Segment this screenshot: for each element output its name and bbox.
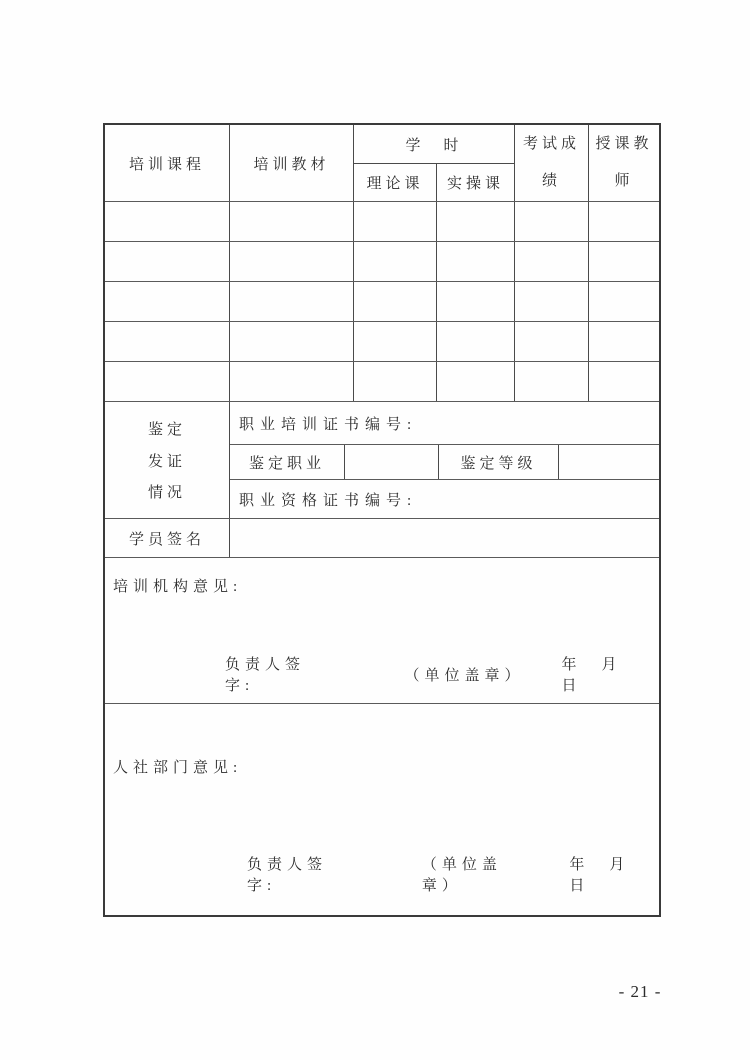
table-row-empty — [105, 322, 659, 362]
header-cell-material: 培训教材 — [230, 125, 354, 201]
header-cell-course: 培训课程 — [105, 125, 230, 201]
hr-opinion-signature-line — [105, 853, 659, 895]
header-cell-practice: 实操课 — [446, 176, 504, 192]
header-cell-exam-score — [515, 125, 589, 201]
empty-cell-exam-score — [515, 362, 589, 401]
empty-cell-theory-hours — [354, 242, 437, 281]
table-row-empty — [105, 282, 659, 322]
empty-cell-theory-hours — [354, 202, 437, 241]
certification-section — [105, 402, 659, 519]
appraisal-occupation-label: 鉴定职业 — [230, 445, 345, 479]
empty-cell-exam-score — [515, 322, 589, 361]
appraisal-row — [230, 445, 659, 480]
empty-cell-teacher — [589, 282, 659, 321]
empty-cell-material — [230, 322, 354, 361]
empty-cell-teacher — [589, 242, 659, 281]
training-cert-no-row — [230, 402, 659, 445]
table-row-empty — [105, 242, 659, 282]
header-group-hours — [354, 125, 515, 201]
certification-label-line3: 情况 — [147, 484, 186, 501]
trainee-signature-label: 学员签名 — [105, 519, 230, 557]
org-opinion-section — [105, 558, 659, 704]
certification-label-line2: 发证 — [147, 453, 186, 470]
empty-cell-material — [230, 202, 354, 241]
header-cell-hours: 学 时 — [354, 125, 514, 164]
org-seal-label: （单位盖章） — [404, 667, 525, 684]
empty-cell-practice-hours — [437, 282, 515, 321]
org-opinion-label: 培训机构意见: — [113, 579, 243, 595]
header-hours-subrow — [354, 164, 514, 201]
empty-cell-exam-score — [515, 282, 589, 321]
header-cell-teacher — [589, 125, 659, 201]
empty-cell-course — [105, 322, 230, 361]
empty-cell-exam-score — [515, 202, 589, 241]
empty-cell-material — [230, 242, 354, 281]
empty-cell-course — [105, 362, 230, 401]
table-row-empty — [105, 362, 659, 402]
certification-label-line1: 鉴定 — [147, 422, 186, 439]
org-date-label: 年 月 日 — [561, 657, 642, 694]
empty-cell-practice-hours — [437, 242, 515, 281]
empty-cell-teacher — [589, 362, 659, 401]
header-teacher-line1: 授课教 — [595, 136, 653, 152]
empty-cell-teacher — [589, 322, 659, 361]
qualification-cert-no-label: 职业资格证书编号: — [239, 492, 418, 509]
appraisal-level-value — [559, 445, 659, 479]
hr-seal-label: （单位盖章） — [421, 857, 502, 894]
empty-cell-theory-hours — [354, 362, 437, 401]
training-cert-no-label: 职业培训证书编号: — [239, 416, 418, 433]
org-signature-label: 负责人签字: — [225, 657, 306, 694]
qualification-cert-no-row — [230, 480, 659, 518]
org-opinion-signature-line — [105, 653, 659, 695]
hr-opinion-section — [105, 704, 659, 915]
empty-cell-theory-hours — [354, 282, 437, 321]
empty-cell-material — [230, 362, 354, 401]
empty-cell-practice-hours — [437, 362, 515, 401]
header-exam-line1: 考试成 — [522, 136, 580, 152]
empty-cell-course — [105, 202, 230, 241]
empty-cell-practice-hours — [437, 202, 515, 241]
hr-signature-label: 负责人签字: — [247, 857, 328, 894]
hr-opinion-label: 人社部门意见: — [113, 760, 243, 776]
empty-cell-material — [230, 282, 354, 321]
header-cell-theory: 理论课 — [354, 164, 437, 201]
certification-details — [230, 402, 659, 518]
training-record-table — [103, 123, 661, 917]
hr-date-label: 年 月 日 — [569, 857, 650, 894]
appraisal-occupation-value — [345, 445, 439, 479]
empty-cell-exam-score — [515, 242, 589, 281]
header-exam-line2: 绩 — [541, 173, 561, 189]
empty-cell-theory-hours — [354, 322, 437, 361]
empty-cell-practice-hours — [437, 322, 515, 361]
trainee-signature-row — [105, 519, 659, 558]
trainee-signature-value — [230, 519, 659, 557]
certification-row-label — [105, 402, 230, 518]
empty-cell-teacher — [589, 202, 659, 241]
table-body-empty-rows — [105, 202, 659, 402]
table-row-empty — [105, 202, 659, 242]
empty-cell-course — [105, 242, 230, 281]
header-teacher-line2: 师 — [614, 173, 634, 189]
appraisal-level-label: 鉴定等级 — [439, 445, 559, 479]
page-number: - 21 - — [618, 982, 662, 1001]
table-header-row — [105, 125, 659, 202]
empty-cell-course — [105, 282, 230, 321]
